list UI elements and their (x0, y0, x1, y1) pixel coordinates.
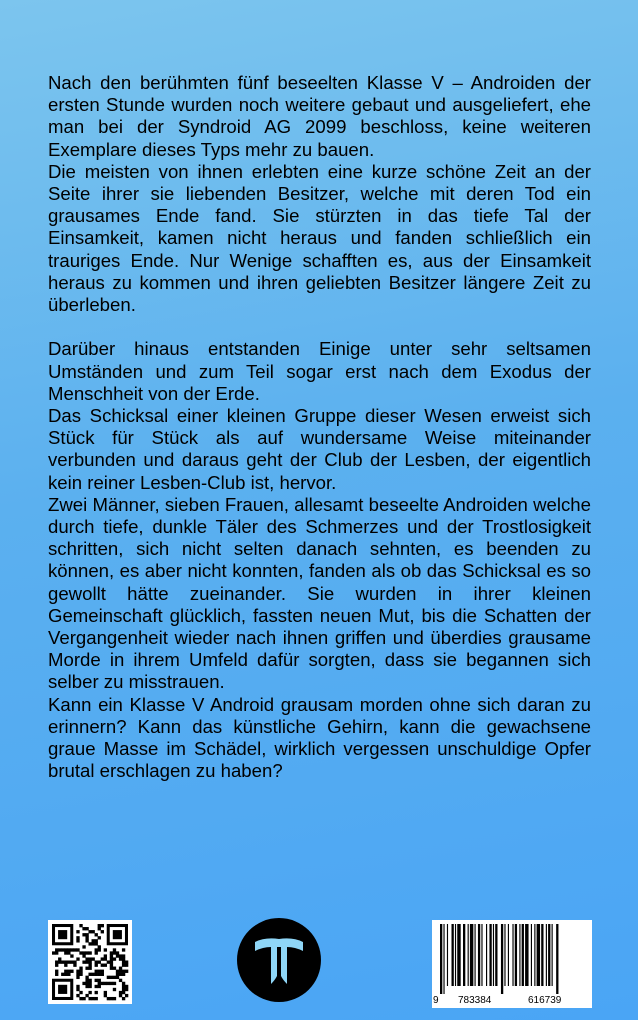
blurb-paragraph: Kann ein Klasse V Android grausam morden ohne sich daran zu erinnern? Kann das künstliche Gehirn, kann die gewachsene graue Masse im Schädel, wirklich vergessen unschuldige Opfer brutal erschlagen zu haben? (48, 693, 591, 782)
blurb-paragraph: Zwei Männer, sieben Frauen, allesamt beseelte Androiden welche durch tiefe, dunkle Täler des Schmerzes und der Trostlosigkeit schritten, sich nicht selten danach sehnten, es beenden zu können, es aber nicht konnten, fanden als ob das Schicksal es so gewollt hätte zueinander. Sie wurden in ihrer kleinen Gemeinschaft glücklich, fassten neuen Mut, bis die Schatten der Vergangenheit wieder nach ihnen griffen und überdies grausame Morde in ihrem Umfeld dafür sorgten, dass sie begannen sich selber zu misstrauen. (48, 493, 591, 693)
blurb-paragraph: Die meisten von ihnen erlebten eine kurze schöne Zeit an der Seite ihrer sie liebenden Besitzer, welche mit deren Tod ein grausames Ende fand. Sie stürzten in das tiefe Tal der Einsamkeit, kamen nicht heraus und fanden schließlich ein trauriges Ende. Nur Wenige schafften es, aus der Einsamkeit heraus zu kommen und ihren geliebten Besitzer längere Zeit zu überleben. (48, 160, 591, 316)
qr-code-graphic (48, 920, 132, 1004)
isbn-barcode-icon (432, 920, 592, 1008)
barcode-first-digit: 9 (433, 995, 439, 1006)
barcode-right-group: 616739 (528, 995, 562, 1006)
barcode-left-group: 783384 (458, 995, 492, 1006)
blurb-paragraph: Nach den berühmten fünf beseelten Klasse V – Androiden der ersten Stunde wurden noch weitere gebaut und ausgeliefert, ehe man bei der Syndroid AG 2099 beschloss, keine weiteren Exemplare dieses Typs mehr zu bauen. (48, 72, 591, 160)
blurb-paragraph: Darüber hinaus entstanden Einige unter sehr seltsamen Umständen und zum Teil sogar erst nach dem Exodus der Menschheit von der Erde. (48, 338, 591, 404)
barcode-bars (440, 924, 584, 994)
back-cover-blurb (48, 72, 591, 782)
publisher-logo-graphic (237, 918, 321, 1002)
qr-code-icon (48, 920, 132, 1004)
publisher-logo-icon (237, 918, 321, 1002)
blurb-paragraph: Das Schicksal einer kleinen Gruppe dieser Wesen erweist sich Stück für Stück als auf wundersame Weise miteinander verbunden und daraus geht der Club der Lesben, der eigentlich kein reiner Lesben-Club ist, hervor. (48, 405, 591, 493)
